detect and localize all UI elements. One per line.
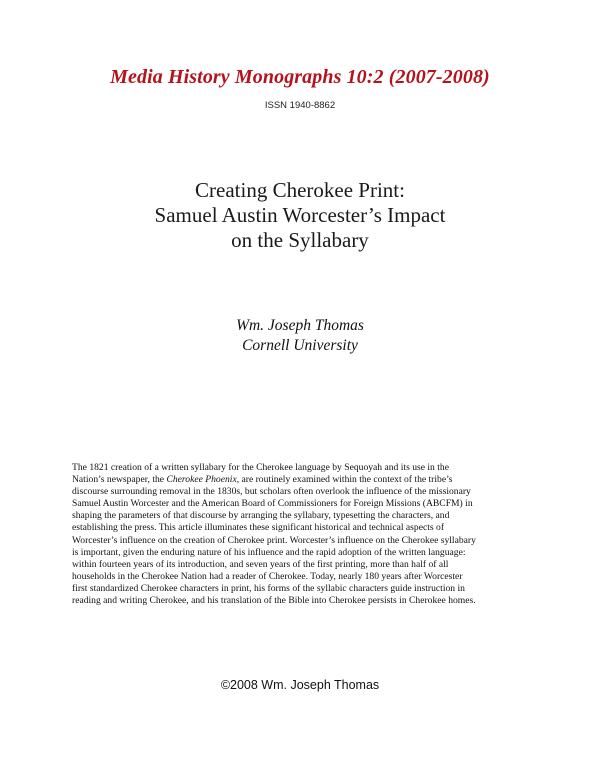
abstract-line: Samuel Austin Worcester and the American Board of Commissioners for Foreign Missions (ABCFM) in <box>72 498 473 510</box>
author-affiliation: Cornell University <box>242 337 358 354</box>
abstract-line: households in the Cherokee Nation had a reader of Cherokee. Today, nearly 180 years after Worcester <box>72 570 463 582</box>
abstract-line: Worcester’s influence on the creation of Cherokee print. Worcester’s influence on the Cherokee syllabary <box>72 534 476 546</box>
abstract-line: discourse surrounding removal in the 1830s, but scholars often overlook the influence of the missionary <box>72 486 471 498</box>
abstract-line: within fourteen years of its introduction, and seven years of the first printing, more than half of all <box>72 558 449 570</box>
abstract-line: shaping the parameters of that discourse by arranging the syllabary, typesetting the characters, and <box>72 510 450 522</box>
abstract-line: is important, given the enduring nature of his influence and the rapid adoption of the written language: <box>72 546 466 558</box>
abstract-text: Nation’s newspaper, the <box>72 474 167 486</box>
abstract-line <box>72 474 532 486</box>
article-title-line-2: Samuel Austin Worcester’s Impact <box>154 203 446 227</box>
abstract-line: establishing the press. This article illuminates these significant historical and technical aspects of <box>72 522 445 534</box>
journal-title: Media History Monographs 10:2 (2007-2008) <box>110 66 490 88</box>
issn-number: ISSN 1940-8862 <box>264 100 336 111</box>
article-title-line-3: on the Syllabary <box>231 228 369 252</box>
abstract-line: first standardized Cherokee characters in print, his forms of the syllabic characters guide instruction in <box>72 582 465 594</box>
abstract-line: reading and writing Cherokee, and his translation of the Bible into Cherokee persists in Cherokee homes. <box>72 595 476 607</box>
article-title <box>0 178 600 253</box>
author-block <box>0 316 600 356</box>
abstract <box>72 462 532 607</box>
newspaper-name: Cherokee Phoenix <box>166 474 237 486</box>
copyright-notice: ©2008 Wm. Joseph Thomas <box>220 678 380 692</box>
article-title-line-1: Creating Cherokee Print: <box>195 178 405 202</box>
abstract-text: , are routinely examined within the context of the tribe’s <box>236 474 453 486</box>
author-name: Wm. Joseph Thomas <box>236 317 364 334</box>
abstract-line: The 1821 creation of a written syllabary for the Cherokee language by Sequoyah and its use in the <box>72 462 449 473</box>
